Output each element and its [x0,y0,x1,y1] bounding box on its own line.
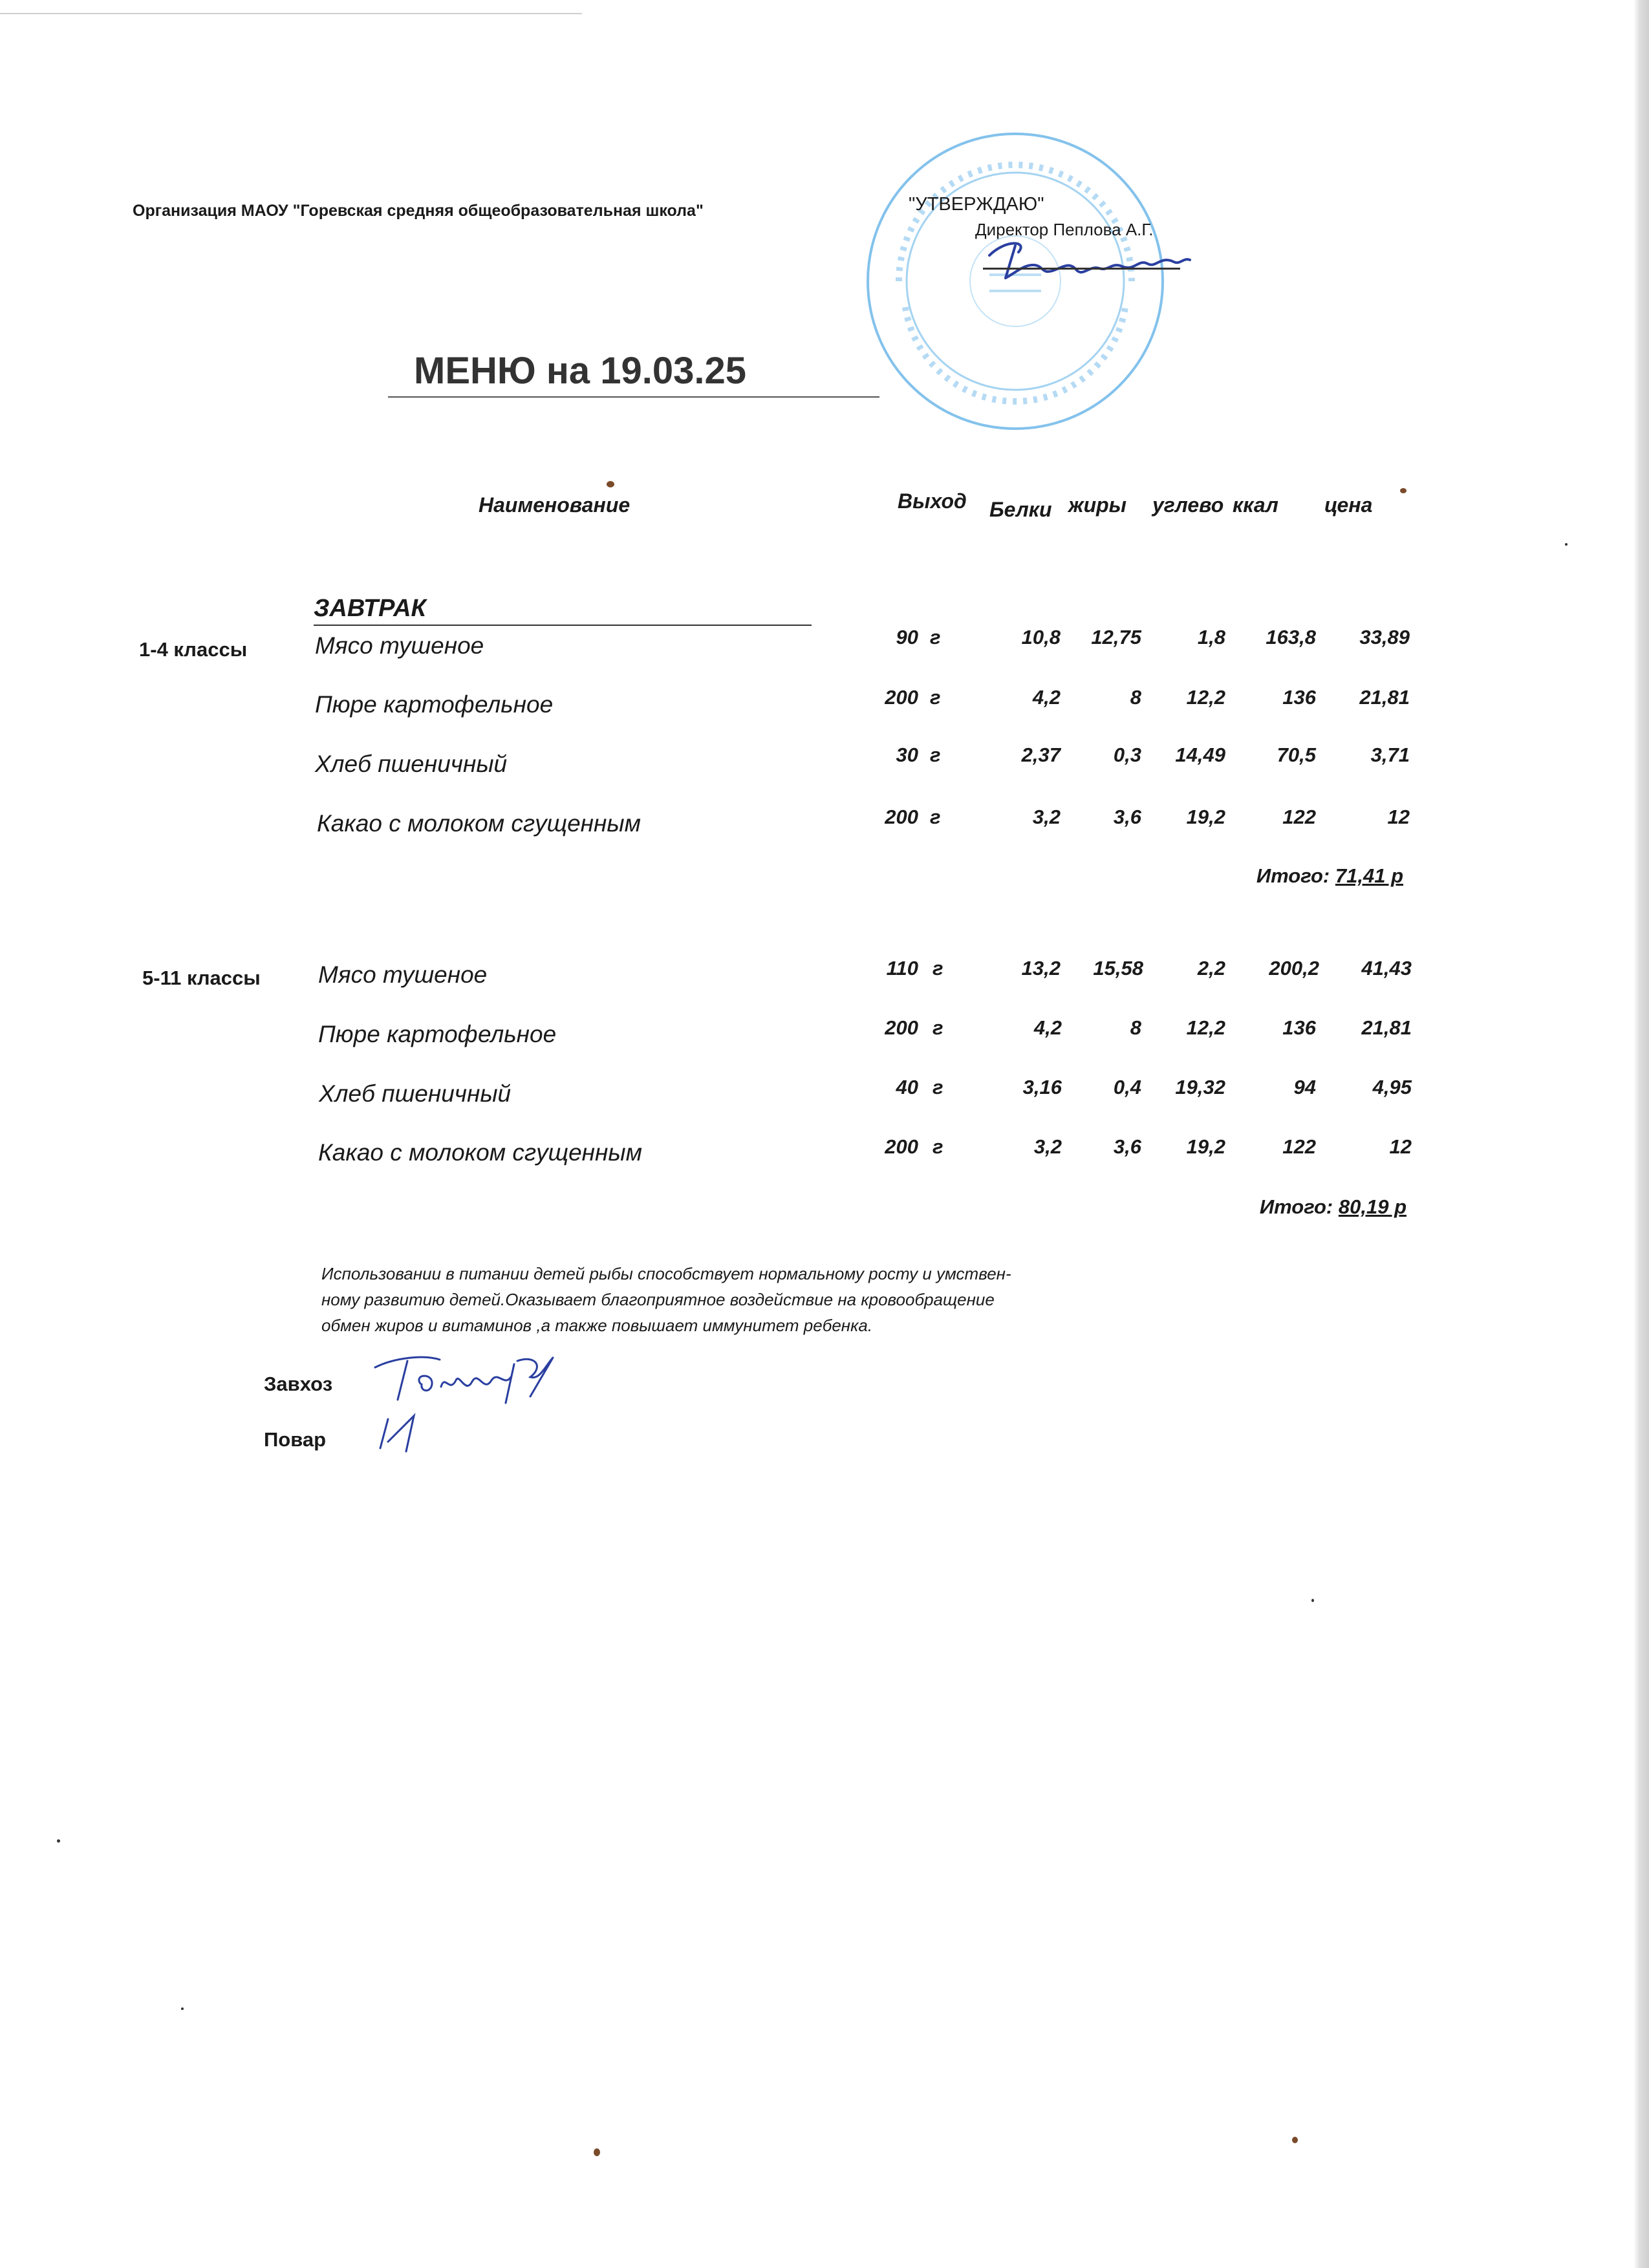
total-label: Итого: [1256,864,1330,887]
group-label: 5-11 классы [142,967,261,989]
scan-speck [1292,2137,1298,2143]
dish-qty: 90 [896,626,918,648]
dish-fat: 8 [1130,686,1141,709]
dish-kcal: 136 [1282,1016,1316,1039]
dish-price: 21,81 [1361,1016,1412,1039]
cook-label: Повар [264,1428,327,1451]
dish-qty: 200 [885,1016,918,1039]
director-signature-line [983,268,1180,270]
scan-speck [1311,1599,1314,1602]
col-header-kcal: ккал [1233,493,1278,517]
scan-speck [57,1839,60,1843]
col-header-fat: жиры [1068,493,1126,517]
dish-qty: 200 [885,1135,918,1158]
dish-name: Какао с молоком сгущенным [318,1139,642,1166]
dish-protein: 13,2 [1021,957,1061,979]
cook-signature [375,1406,427,1458]
dish-qty: 40 [896,1076,918,1098]
dish-price: 12 [1387,806,1410,828]
dish-fat: 3,6 [1113,1135,1141,1158]
dish-name: Пюре картофельное [315,691,554,718]
dish-unit: г [932,957,943,979]
dish-name: Мясо тушеное [315,632,484,659]
meal-title: ЗАВТРАК [314,595,426,622]
dish-fat: 12,75 [1091,626,1141,648]
dish-carbs: 1,8 [1197,626,1225,648]
col-header-price: цена [1324,493,1373,517]
dish-qty: 200 [885,686,918,709]
dish-carbs: 19,2 [1186,806,1225,828]
dish-protein: 2,37 [1021,744,1061,766]
note-line: Использовании в питании детей рыбы способствует нормальному росту и умствен- [321,1264,1011,1283]
scan-speck [594,2148,600,2156]
dish-unit: г [930,686,941,709]
dish-carbs: 12,2 [1186,686,1225,709]
dish-carbs: 19,32 [1175,1076,1225,1098]
dish-protein: 4,2 [1032,686,1061,709]
col-header-protein: Белки [989,498,1052,521]
dish-price: 4,95 [1372,1076,1412,1098]
group-total [1015,864,1403,888]
dish-carbs: 2,2 [1197,957,1225,979]
dish-price: 3,71 [1370,744,1410,766]
dish-kcal: 94 [1293,1076,1316,1098]
dish-fat: 15,58 [1093,957,1143,979]
dish-qty: 110 [886,957,918,979]
dish-kcal: 122 [1282,1135,1316,1158]
dish-name: Какао с молоком сгущенным [317,810,641,837]
group-label: 1-4 классы [139,638,248,661]
dish-name: Мясо тушеное [318,961,488,988]
dish-qty: 200 [885,806,918,828]
col-header-output: Выход [898,489,967,513]
organization-line: Организация МАОУ "Горевская средняя общеобразовательная школа" [133,202,704,220]
dish-fat: 0,3 [1113,744,1141,766]
dish-unit: г [932,1076,943,1098]
dish-price: 33,89 [1359,626,1410,648]
dish-unit: г [930,806,941,828]
dish-kcal: 122 [1282,806,1316,828]
dish-protein: 3,2 [1032,806,1061,828]
dish-protein: 10,8 [1021,626,1061,648]
meal-title-underline [314,625,812,626]
dish-protein: 4,2 [1033,1016,1062,1039]
storekeeper-signature [369,1348,556,1413]
director-signature [980,233,1193,284]
total-value: 80,19 р [1338,1195,1406,1218]
dish-price: 12 [1389,1135,1412,1158]
dish-price: 41,43 [1361,957,1412,979]
dish-carbs: 19,2 [1186,1135,1225,1158]
dish-protein: 3,2 [1033,1135,1062,1158]
dish-unit: г [932,1135,943,1158]
dish-kcal: 70,5 [1277,744,1316,766]
dish-protein: 3,16 [1022,1076,1062,1098]
total-value: 71,41 р [1335,864,1403,887]
scan-speck [181,2007,184,2010]
page-title: МЕНЮ на 19.03.25 [414,350,746,392]
note-line: ному развитию детей.Оказывает благоприятное воздействие на кровообращение [321,1290,995,1309]
dish-qty: 30 [896,744,918,766]
dish-name: Пюре картофельное [318,1021,557,1047]
dish-fat: 8 [1130,1016,1141,1039]
dish-kcal: 136 [1282,686,1316,709]
dish-unit: г [932,1016,943,1039]
scan-speck [1565,543,1568,546]
dish-kcal: 163,8 [1266,626,1316,648]
scan-top-line [0,13,582,14]
approve-label: "УТВЕРЖДАЮ" [909,194,1044,215]
dish-name: Хлеб пшеничный [315,751,508,777]
dish-kcal: 200,2 [1269,957,1319,979]
note-line: обмен жиров и витаминов ,а также повышает иммунитет ребенка. [321,1316,873,1335]
scan-right-edge [1633,0,1649,2268]
dish-fat: 0,4 [1113,1076,1141,1098]
col-header-carbs: углево [1152,493,1224,517]
col-header-name: Наименование [479,493,630,517]
scan-speck [1400,488,1406,493]
scan-speck [607,481,614,487]
dish-fat: 3,6 [1113,806,1141,828]
dish-carbs: 14,49 [1175,744,1225,766]
storekeeper-label: Завхоз [264,1373,333,1395]
dish-name: Хлеб пшеничный [319,1080,512,1107]
director-name: Директор Пеплова А.Г. [975,220,1154,239]
dish-unit: г [930,744,941,766]
nutrition-note [321,1261,1011,1338]
total-label: Итого: [1259,1195,1333,1218]
dish-carbs: 12,2 [1186,1016,1225,1039]
dish-price: 21,81 [1359,686,1410,709]
group-total [1018,1195,1406,1219]
dish-unit: г [930,626,941,648]
page-title-wrap [388,349,879,398]
